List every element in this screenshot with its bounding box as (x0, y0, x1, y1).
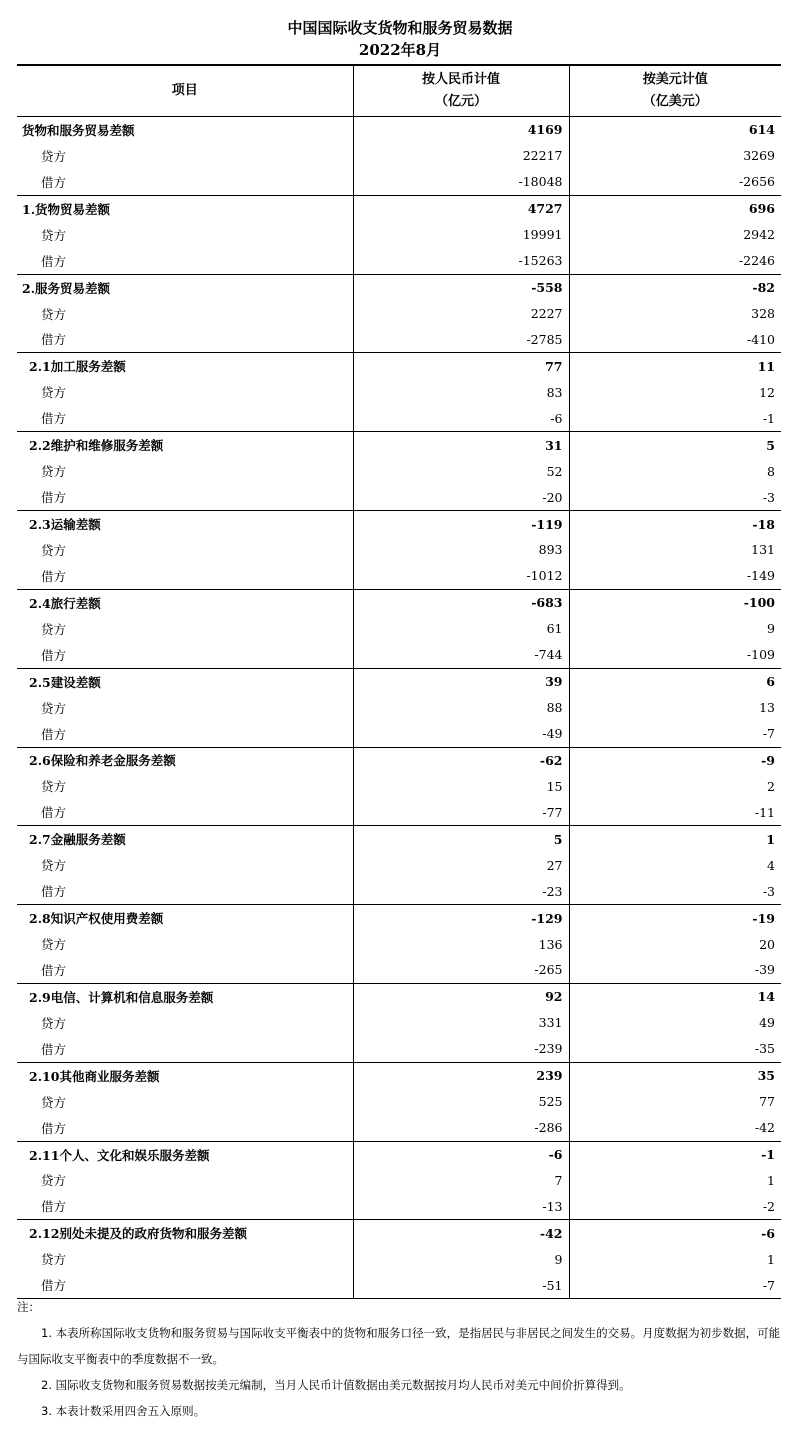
row-label: 贷方 (17, 1246, 353, 1272)
usd-value: 13 (569, 695, 781, 721)
rmb-value: 92 (353, 983, 569, 1009)
row-label: 2.7金融服务差额 (17, 826, 353, 852)
rmb-value: -129 (353, 905, 569, 931)
usd-value: 6 (569, 668, 781, 694)
usd-value: -100 (569, 589, 781, 615)
row-label: 货物和服务贸易差额 (17, 117, 353, 143)
rmb-value: -23 (353, 878, 569, 904)
usd-value: -1 (569, 405, 781, 431)
debit-row (17, 563, 781, 589)
header-rmb-label: 按人民币计值 (421, 72, 500, 87)
usd-value: -7 (569, 721, 781, 747)
row-label: 借方 (17, 642, 353, 668)
row-label: 借方 (17, 327, 353, 353)
group-total-row (17, 826, 781, 852)
row-label: 借方 (17, 1193, 353, 1219)
usd-value: -42 (569, 1115, 781, 1141)
group-total-row (17, 905, 781, 931)
rmb-value: 525 (353, 1089, 569, 1115)
row-label: 借方 (17, 169, 353, 195)
rmb-value: 27 (353, 852, 569, 878)
row-label: 2.10其他商业服务差额 (17, 1062, 353, 1088)
credit-row (17, 931, 781, 957)
rmb-value: 52 (353, 458, 569, 484)
group-total-row (17, 747, 781, 773)
usd-value: -3 (569, 484, 781, 510)
credit-row (17, 695, 781, 721)
row-label: 借方 (17, 1272, 353, 1298)
group-total-row (17, 274, 781, 300)
usd-value: 35 (569, 1062, 781, 1088)
rmb-value: -6 (353, 405, 569, 431)
rmb-value: -558 (353, 274, 569, 300)
debit-row (17, 957, 781, 983)
row-label: 借方 (17, 248, 353, 274)
row-label: 2.4旅行差额 (17, 589, 353, 615)
usd-value: 14 (569, 983, 781, 1009)
row-label: 1.货物贸易差额 (17, 195, 353, 221)
debit-row (17, 405, 781, 431)
rmb-value: -239 (353, 1036, 569, 1062)
rmb-value: 15 (353, 773, 569, 799)
usd-value: -149 (569, 563, 781, 589)
credit-row (17, 1089, 781, 1115)
rmb-value: 5 (353, 826, 569, 852)
row-label: 2.2维护和维修服务差额 (17, 432, 353, 458)
usd-value: 1 (569, 1168, 781, 1194)
rmb-value: 9 (353, 1246, 569, 1272)
note-1: 1. 本表所称国际收支货物和服务贸易与国际收支平衡表中的货物和服务口径一致，是指居民与非居民之间发生的交易。月度数据为初步数据，可能与国际收支平衡表中的季度数据不一致。 (17, 1326, 781, 1366)
page-subtitle: 2022年8月 (358, 41, 442, 59)
rmb-value: 61 (353, 616, 569, 642)
row-label: 贷方 (17, 931, 353, 957)
row-label: 2.服务贸易差额 (17, 274, 353, 300)
group-total-row (17, 1141, 781, 1167)
debit-row (17, 1115, 781, 1141)
rmb-value: 331 (353, 1010, 569, 1036)
row-label: 贷方 (17, 773, 353, 799)
credit-row (17, 458, 781, 484)
header-rmb-unit: （亿元） (434, 94, 487, 109)
rmb-value: -2785 (353, 327, 569, 353)
usd-value: 8 (569, 458, 781, 484)
group-total-row (17, 1220, 781, 1246)
row-label: 借方 (17, 1115, 353, 1141)
rmb-value: -265 (353, 957, 569, 983)
debit-row (17, 1193, 781, 1219)
credit-row (17, 537, 781, 563)
rmb-value: -77 (353, 799, 569, 825)
credit-row (17, 379, 781, 405)
row-label: 2.6保险和养老金服务差额 (17, 747, 353, 773)
usd-value: 1 (569, 826, 781, 852)
rmb-value: 19991 (353, 222, 569, 248)
credit-row (17, 1246, 781, 1272)
row-label: 贷方 (17, 458, 353, 484)
rmb-value: 83 (353, 379, 569, 405)
rmb-value: 239 (353, 1062, 569, 1088)
header-usd-unit: （亿美元） (642, 94, 708, 109)
debit-row (17, 642, 781, 668)
usd-value: -2656 (569, 169, 781, 195)
group-total-row (17, 195, 781, 221)
rmb-value: -15263 (353, 248, 569, 274)
rmb-value: -42 (353, 1220, 569, 1246)
row-label: 贷方 (17, 616, 353, 642)
usd-value: 131 (569, 537, 781, 563)
row-label: 借方 (17, 1036, 353, 1062)
row-label: 贷方 (17, 1168, 353, 1194)
rmb-value: 22217 (353, 143, 569, 169)
group-total-row (17, 589, 781, 615)
rmb-value: -49 (353, 721, 569, 747)
usd-value: 328 (569, 301, 781, 327)
rmb-value: -51 (353, 1272, 569, 1298)
note-3: 3. 本表计数采用四舍五入原则。 (41, 1404, 206, 1418)
usd-value: 4 (569, 852, 781, 878)
usd-value: -109 (569, 642, 781, 668)
usd-value: -11 (569, 799, 781, 825)
rmb-value: -683 (353, 589, 569, 615)
debit-row (17, 878, 781, 904)
usd-value: 9 (569, 616, 781, 642)
row-label: 贷方 (17, 1089, 353, 1115)
usd-value: -1 (569, 1141, 781, 1167)
notes-heading: 注： (17, 1300, 40, 1314)
group-total-row (17, 511, 781, 537)
debit-row (17, 484, 781, 510)
usd-value: 77 (569, 1089, 781, 1115)
rmb-value: -20 (353, 484, 569, 510)
row-label: 贷方 (17, 222, 353, 248)
row-label: 2.8知识产权使用费差额 (17, 905, 353, 931)
rmb-value: -119 (353, 511, 569, 537)
header-rmb (353, 65, 569, 117)
rmb-value: 136 (353, 931, 569, 957)
group-total-row (17, 432, 781, 458)
usd-value: -18 (569, 511, 781, 537)
rmb-value: 7 (353, 1168, 569, 1194)
usd-value: 49 (569, 1010, 781, 1036)
debit-row (17, 1036, 781, 1062)
row-label: 贷方 (17, 537, 353, 563)
rmb-value: -6 (353, 1141, 569, 1167)
row-label: 2.3运输差额 (17, 511, 353, 537)
rmb-value: 39 (353, 668, 569, 694)
usd-value: 1 (569, 1246, 781, 1272)
row-label: 借方 (17, 957, 353, 983)
row-label: 贷方 (17, 695, 353, 721)
table-body (17, 117, 781, 1299)
table-header-row (17, 65, 781, 117)
usd-value: -410 (569, 327, 781, 353)
trade-table (17, 64, 781, 1299)
row-label: 2.5建设差额 (17, 668, 353, 694)
page-title: 中国国际收支货物和服务贸易数据 (287, 19, 513, 37)
note-2: 2. 国际收支货物和服务贸易数据按美元编制，当月人民币计值数据由美元数据按月均人民币对美元中间价折算得到。 (41, 1378, 631, 1392)
header-item (17, 65, 353, 117)
debit-row (17, 169, 781, 195)
row-label: 2.11个人、文化和娱乐服务差额 (17, 1141, 353, 1167)
usd-value: 2942 (569, 222, 781, 248)
usd-value: -7 (569, 1272, 781, 1298)
group-total-row (17, 353, 781, 379)
row-label: 2.12别处未提及的政府货物和服务差额 (17, 1220, 353, 1246)
rmb-value: -286 (353, 1115, 569, 1141)
credit-row (17, 143, 781, 169)
usd-value: -39 (569, 957, 781, 983)
row-label: 贷方 (17, 852, 353, 878)
row-label: 贷方 (17, 301, 353, 327)
row-label: 贷方 (17, 143, 353, 169)
rmb-value: 893 (353, 537, 569, 563)
credit-row (17, 1010, 781, 1036)
row-label: 借方 (17, 878, 353, 904)
debit-row (17, 721, 781, 747)
usd-value: -82 (569, 274, 781, 300)
debit-row (17, 248, 781, 274)
usd-value: 5 (569, 432, 781, 458)
row-label: 借方 (17, 484, 353, 510)
group-total-row (17, 668, 781, 694)
usd-value: -35 (569, 1036, 781, 1062)
group-total-row (17, 1062, 781, 1088)
credit-row (17, 301, 781, 327)
rmb-value: 4727 (353, 195, 569, 221)
rmb-value: 77 (353, 353, 569, 379)
rmb-value: -13 (353, 1193, 569, 1219)
row-label: 2.1加工服务差额 (17, 353, 353, 379)
usd-value: 11 (569, 353, 781, 379)
credit-row (17, 222, 781, 248)
usd-value: 614 (569, 117, 781, 143)
group-total-row (17, 117, 781, 143)
rmb-value: 2227 (353, 301, 569, 327)
rmb-value: -62 (353, 747, 569, 773)
debit-row (17, 327, 781, 353)
rmb-value: 31 (353, 432, 569, 458)
usd-value: -6 (569, 1220, 781, 1246)
credit-row (17, 616, 781, 642)
row-label: 借方 (17, 405, 353, 431)
rmb-value: -1012 (353, 563, 569, 589)
header-usd (569, 65, 781, 117)
row-label: 2.9电信、计算机和信息服务差额 (17, 983, 353, 1009)
rmb-value: 88 (353, 695, 569, 721)
usd-value: -2246 (569, 248, 781, 274)
credit-row (17, 1168, 781, 1194)
usd-value: 12 (569, 379, 781, 405)
row-label: 贷方 (17, 379, 353, 405)
header-item-label: 项目 (171, 83, 198, 98)
notes (17, 1294, 782, 1424)
row-label: 借方 (17, 799, 353, 825)
usd-value: 2 (569, 773, 781, 799)
rmb-value: -18048 (353, 169, 569, 195)
header-usd-label: 按美元计值 (642, 72, 708, 87)
credit-row (17, 852, 781, 878)
usd-value: -2 (569, 1193, 781, 1219)
row-label: 借方 (17, 563, 353, 589)
usd-value: -9 (569, 747, 781, 773)
row-label: 借方 (17, 721, 353, 747)
rmb-value: -744 (353, 642, 569, 668)
usd-value: 696 (569, 195, 781, 221)
debit-row (17, 799, 781, 825)
rmb-value: 4169 (353, 117, 569, 143)
usd-value: 3269 (569, 143, 781, 169)
usd-value: -19 (569, 905, 781, 931)
row-label: 贷方 (17, 1010, 353, 1036)
usd-value: 20 (569, 931, 781, 957)
group-total-row (17, 983, 781, 1009)
usd-value: -3 (569, 878, 781, 904)
credit-row (17, 773, 781, 799)
